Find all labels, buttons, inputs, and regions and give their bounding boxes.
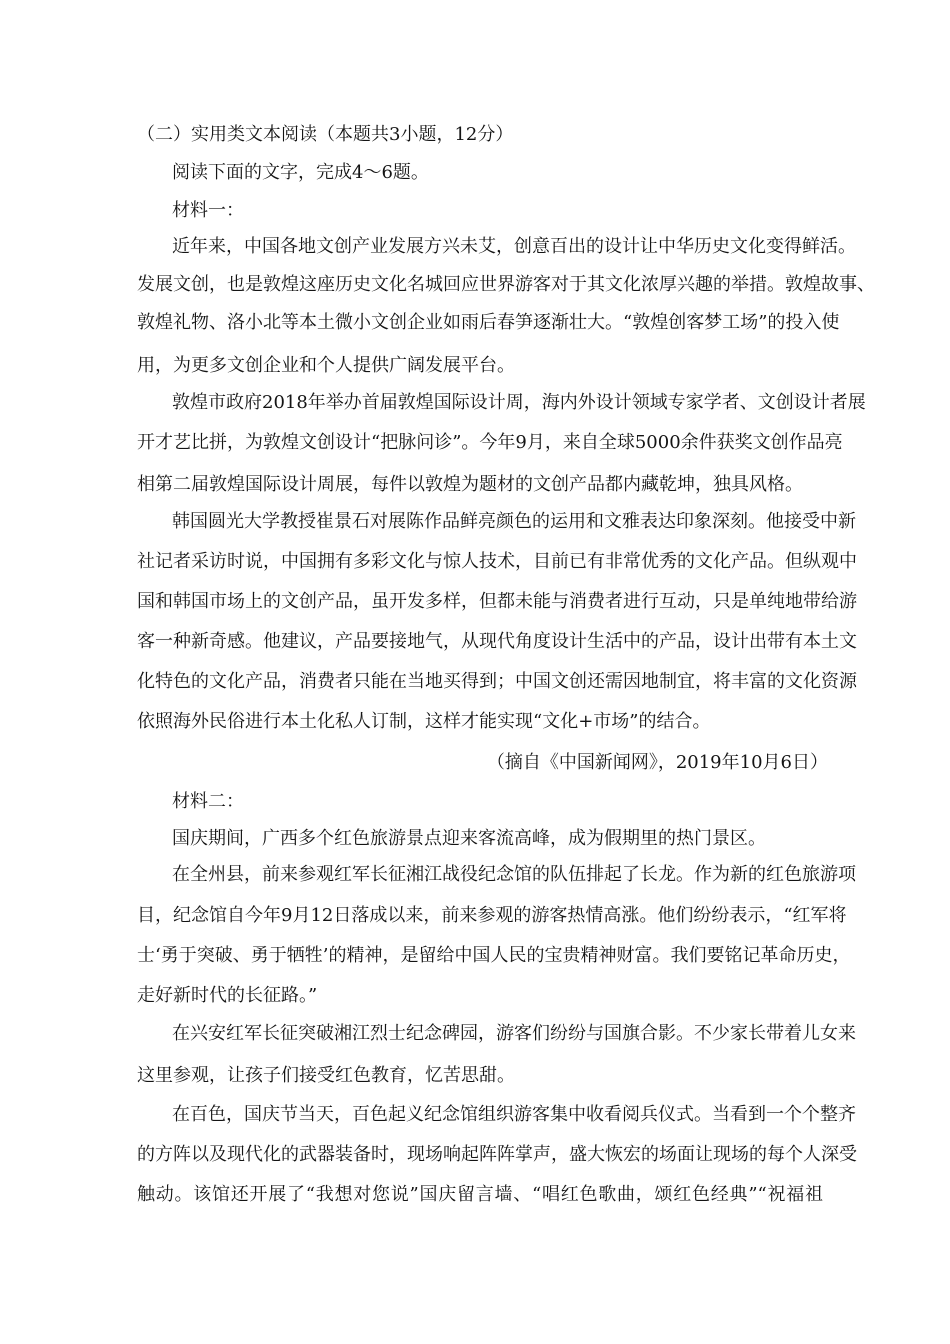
paragraph-line: 的方阵以及现代化的武器装备时，现场响起阵阵掌声，盛大恢宏的场面让现场的每个人深受: [137, 1144, 857, 1165]
material-one-label: 材料一：: [172, 200, 244, 221]
material-two-label: 材料二：: [172, 791, 244, 812]
paragraph-line: 韩国圆光大学教授崔景石对展陈作品鲜亮颜色的运用和文雅表达印象深刻。他接受中新: [172, 511, 856, 532]
paragraph-line: 走好新时代的长征路。”: [137, 985, 318, 1006]
paragraph-line: 国庆期间，广西多个红色旅游景点迎来客流高峰，成为假期里的热门景区。: [172, 828, 766, 849]
paragraph-line: 社记者采访时说，中国拥有多彩文化与惊人技术，目前已有非常优秀的文化产品。但纵观中: [137, 551, 857, 572]
section-heading: （二）实用类文本阅读（本题共3小题，12分）: [137, 124, 514, 145]
paragraph-line: 发展文创，也是敦煌这座历史文化名城回应世界游客对于其文化浓厚兴趣的举措。敦煌故事、: [137, 274, 875, 295]
paragraph-line: 化特色的文化产品，消费者只能在当地买得到；中国文创还需因地制宜，将丰富的文化资源: [137, 671, 857, 692]
paragraph-line: 开才艺比拼，为敦煌文创设计“把脉问诊”。今年9月，来自全球5000余件获奖文创作品亮: [137, 432, 843, 453]
paragraph-line: 敦煌礼物、洛小北等本土微小文创企业如雨后春笋逐渐壮大。“敦煌创客梦工场”的投入使: [137, 312, 840, 333]
paragraph-line: 在全州县，前来参观红军长征湘江战役纪念馆的队伍排起了长龙。作为新的红色旅游项: [172, 864, 856, 885]
paragraph-line: 依照海外民俗进行本土化私人订制，这样才能实现“文化+市场”的结合。: [137, 711, 711, 732]
paragraph-line: 相第二届敦煌国际设计周展，每件以敦煌为题材的文创产品都内藏乾坤，独具风格。: [137, 474, 803, 495]
paragraph-line: 敦煌市政府2018年举办首届敦煌国际设计周，海内外设计领域专家学者、文创设计者展: [172, 392, 866, 413]
paragraph-line: 触动。该馆还开展了“我想对您说”国庆留言墙、“唱红色歌曲，颂红色经典”“祝福祖: [137, 1184, 823, 1205]
paragraph-line: 士‘勇于突破、勇于牺牲’的精神，是留给中国人民的宝贵精神财富。我们要铭记革命历史，: [137, 945, 851, 966]
paragraph-line: 国和韩国市场上的文创产品，虽开发多样，但都未能与消费者进行互动，只是单纯地带给游: [137, 591, 857, 612]
instruction-text: 阅读下面的文字，完成4～6题。: [172, 162, 429, 183]
paragraph-line: 这里参观，让孩子们接受红色教育，忆苦思甜。: [137, 1065, 515, 1086]
paragraph-line: 近年来，中国各地文创产业发展方兴未艾，创意百出的设计让中华历史文化变得鲜活。: [172, 236, 856, 257]
source-citation: （摘自《中国新闻网》，2019年10月6日）: [486, 752, 828, 773]
paragraph-line: 用，为更多文创企业和个人提供广阔发展平台。: [137, 355, 515, 376]
paragraph-line: 客一种新奇感。他建议，产品要接地气，从现代角度设计生活中的产品，设计出带有本土文: [137, 631, 857, 652]
paragraph-line: 在兴安红军长征突破湘江烈士纪念碑园，游客们纷纷与国旗合影。不少家长带着儿女来: [172, 1023, 856, 1044]
paragraph-line: 在百色，国庆节当天，百色起义纪念馆组织游客集中收看阅兵仪式。当看到一个个整齐: [172, 1104, 856, 1125]
paragraph-line: 目，纪念馆自今年9月12日落成以来，前来参观的游客热情高涨。他们纷纷表示，“红军将: [137, 905, 847, 926]
